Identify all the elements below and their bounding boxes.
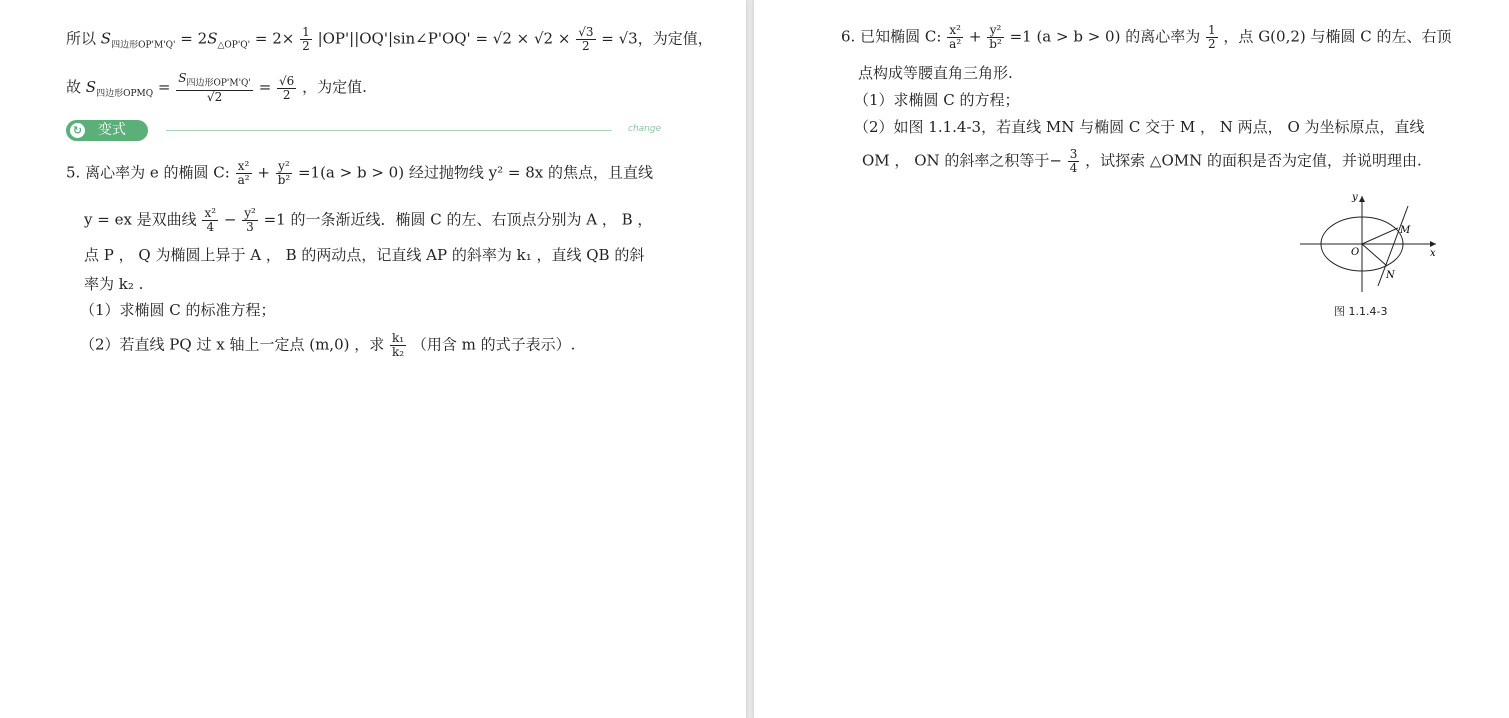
p5-l2-b: =1 的一条渐近线．椭圆 C 的左、右顶点分别为 A ， B ， bbox=[263, 210, 653, 229]
ellipse-figure bbox=[1294, 188, 1444, 298]
label-n: N bbox=[1386, 270, 1395, 281]
x-axis-arrow bbox=[1430, 241, 1436, 247]
p5-minus: − bbox=[223, 210, 237, 229]
problem5-question2 bbox=[80, 332, 575, 359]
problem6-line2: 点构成等腰直角三角形. bbox=[858, 64, 1013, 82]
p5-q2-b: （用含 m 的式子表示）. bbox=[411, 335, 576, 354]
bianshi-label: 变式 bbox=[98, 122, 126, 138]
text-eq2: = bbox=[153, 78, 176, 97]
segment-om bbox=[1362, 228, 1398, 244]
sub-quad2: 四边形OPMQ bbox=[96, 89, 154, 100]
label-o: O bbox=[1351, 247, 1360, 258]
text-sin: |OP'||OQ'|sin∠P'OQ' = √2 × √2 × bbox=[317, 29, 571, 48]
problem6-question1: （1）求椭圆 C 的方程； bbox=[854, 91, 1020, 109]
equation-line-2: 故 $S_{四边形OPMQ}$ = $\frac{S_{四边形OP'M'Q'}}{√2}$ = $\frac{√6}{2}$ ，为定值. bbox=[66, 71, 367, 105]
p5-text-b: =1(a > b > 0) 经过抛物线 y² = 8x 的焦点，且直线 bbox=[297, 163, 653, 182]
problem6-question2-line2 bbox=[862, 148, 1422, 175]
text-eq: = 2 bbox=[175, 29, 208, 48]
problem5-line4: 率为 k₂ . bbox=[84, 275, 144, 293]
frac-y2-b2-r: $\frac{\text{y²}}{\text{b²}}$ bbox=[989, 23, 1002, 51]
p6-q2-b: ，试探索 △OMN 的面积是否为定值，并说明理由. bbox=[1085, 151, 1422, 170]
problem5-question1: （1）求椭圆 C 的标准方程； bbox=[80, 301, 276, 319]
y-axis-arrow bbox=[1359, 196, 1365, 202]
label-x: x bbox=[1430, 248, 1436, 259]
figure-caption: 图 1.1.4-3 bbox=[1334, 305, 1388, 318]
p5-plus: + bbox=[257, 163, 270, 182]
frac-half: $\frac{1}{2}$ bbox=[302, 25, 310, 53]
frac-x2-a2: $\frac{\text{x²}}{\text{a²}}$ bbox=[237, 159, 250, 187]
problem5-line3: 点 P ， Q 为椭圆上异于 A ， B 的两动点，记直线 AP 的斜率为 k₁ ，直线 QB 的斜 bbox=[84, 246, 645, 264]
p6-text-c: ，点 G(0,2) 与椭圆 C 的左、右顶 bbox=[1223, 27, 1452, 46]
label-m: M bbox=[1400, 225, 1411, 236]
text-suosuo: 所以 bbox=[66, 29, 97, 48]
right-page bbox=[754, 0, 1509, 718]
frac-y2-3: $\frac{\text{y²}}{3}$ bbox=[244, 206, 256, 234]
p5-q2-a: （2）若直线 PQ 过 x 轴上一定点 (m,0) ，求 bbox=[80, 335, 385, 354]
frac-sqrt6: $\frac{√6}{2}$ bbox=[279, 73, 295, 102]
problem6-question2-line1: （2）如图 1.1.4-3，若直线 MN 与椭圆 C 交于 M ， N 两点， O 为坐标原点，直线 bbox=[854, 118, 1425, 136]
p5-l2-a: y = ex 是双曲线 bbox=[84, 210, 197, 229]
change-label: change bbox=[628, 124, 662, 134]
frac-x2-a2-r: $\frac{\text{x²}}{\text{a²}}$ bbox=[949, 23, 962, 51]
text-gu: 故 bbox=[66, 78, 82, 97]
segment-on bbox=[1362, 244, 1387, 266]
text-eq3: = bbox=[258, 78, 277, 97]
frac-y2-b2: $\frac{\text{y²}}{\text{b²}}$ bbox=[277, 159, 291, 187]
frac-x2-4: $\frac{\text{x²}}{4}$ bbox=[204, 206, 217, 234]
frac-three-quarters: $\frac{3}{4}$ bbox=[1069, 147, 1078, 175]
sub-tri: △OP'Q' bbox=[217, 40, 251, 51]
problem5-line2 bbox=[84, 207, 652, 234]
problem6-line1 bbox=[841, 24, 1452, 51]
p5-text-a: 5. 离心率为 e 的椭圆 C: bbox=[66, 163, 230, 182]
swirl-icon: ↻ bbox=[70, 123, 85, 138]
p6-text-a: 6. 已知椭圆 C: bbox=[841, 27, 942, 46]
p6-plus: + bbox=[968, 27, 982, 46]
frac-one-half: $\frac{1}{2}$ bbox=[1208, 23, 1216, 51]
bianshi-badge bbox=[66, 120, 148, 141]
p6-text-b: =1 (a > b > 0) 的离心率为 bbox=[1009, 27, 1201, 46]
text-times: = 2× bbox=[250, 29, 295, 48]
text-tail: = √3，为定值， bbox=[601, 29, 713, 48]
sub-quad: 四边形OP'M'Q' bbox=[111, 40, 176, 51]
left-page bbox=[0, 0, 746, 718]
problem5-line1 bbox=[66, 160, 653, 187]
section-divider bbox=[166, 130, 612, 131]
frac-k1-k2: $\frac{\text{k₁}}{\text{k₂}}$ bbox=[392, 331, 405, 359]
equation-line-1: 所以 $S_{四边形OP'M'Q'} = 2S_{\triangle OP'Q'} = 2\times$ $\frac{1}{2}$ |OP'||OQ'|sin∠P'OQ' = √2 × √2 × $\frac{√3}{2}$ = √3，为定值， bbox=[66, 25, 713, 53]
p6-q2-a: OM ， ON 的斜率之积等于− bbox=[862, 151, 1062, 170]
label-y: y bbox=[1352, 192, 1358, 203]
frac-s-over-sqrt2: $\frac{S_{四边形OP'M'Q'}}{√2}$ bbox=[178, 71, 251, 105]
text-tail2: ，为定值. bbox=[302, 78, 367, 97]
frac-sqrt3: $\frac{√3}{2}$ bbox=[578, 25, 594, 53]
